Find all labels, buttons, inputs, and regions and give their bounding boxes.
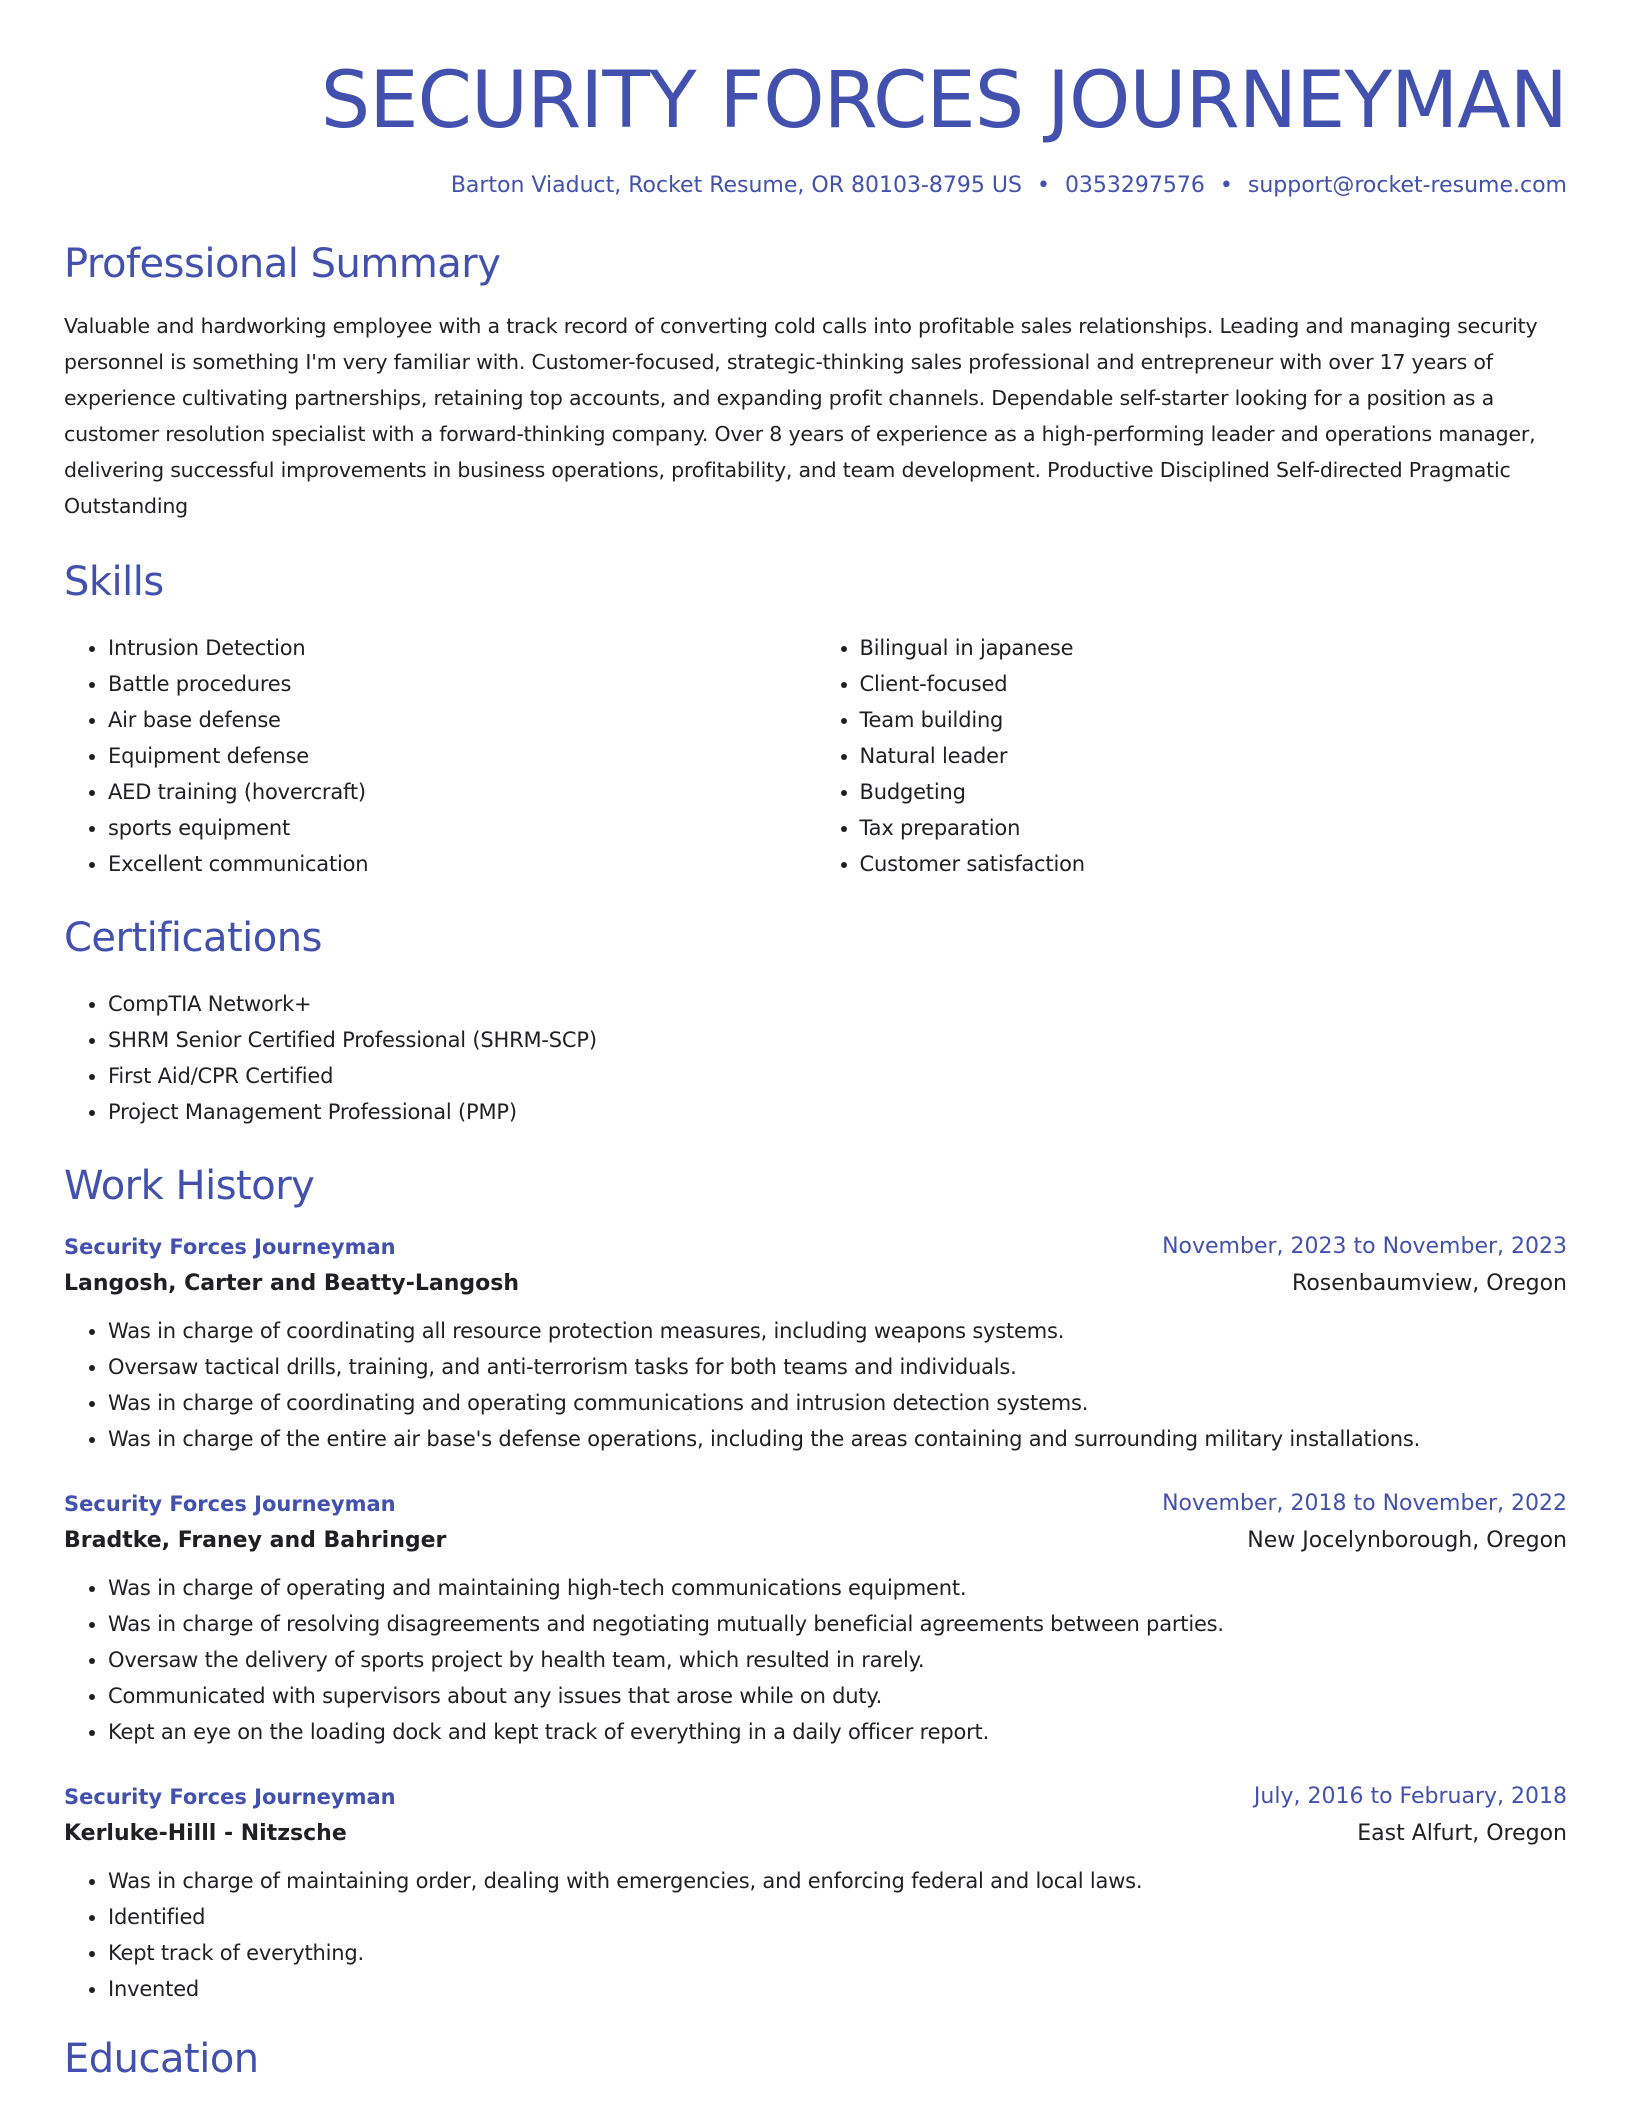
skill-item: • Budgeting (860, 774, 1568, 810)
certification-item: • SHRM Senior Certified Professional (SHRM-SCP) (108, 1022, 1567, 1058)
certifications-list (64, 986, 1567, 1130)
job-bullet: • Kept track of everything. (108, 1935, 1567, 1971)
skill-item: • Customer satisfaction (860, 846, 1568, 882)
job-bullet: • Was in charge of maintaining order, dealing with emergencies, and enforcing federal and local laws. (108, 1863, 1567, 1899)
job-entry (64, 1232, 1567, 1457)
job-entry (64, 1782, 1567, 2007)
skill-item: • Natural leader (860, 738, 1568, 774)
skill-item: • Bilingual in japanese (860, 630, 1568, 666)
job-header-row (64, 1782, 1567, 1812)
job-bullet: • Was in charge of coordinating and operating communications and intrusion detection systems. (108, 1385, 1567, 1421)
job-bullet: • Communicated with supervisors about any issues that arose while on duty. (108, 1678, 1567, 1714)
skill-item: • Excellent communication (108, 846, 816, 882)
job-bullet: • Invented (108, 1971, 1567, 2007)
certification-item: • CompTIA Network+ (108, 986, 1567, 1022)
job-bullet: • Was in charge of the entire air base's defense operations, including the areas containing and surrounding military installations. (108, 1421, 1567, 1457)
skill-item: • AED training (hovercraft) (108, 774, 816, 810)
contact-separator: • (1219, 173, 1233, 198)
contact-separator: • (1036, 173, 1050, 198)
job-title: Security Forces Journeyman (64, 1492, 396, 1516)
job-entry (64, 1489, 1567, 1750)
skills-list-right (816, 630, 1568, 882)
job-dates: November, 2023 to November, 2023 (1162, 1234, 1567, 1259)
job-bullet: • Kept an eye on the loading dock and kept track of everything in a daily officer report. (108, 1714, 1567, 1750)
section-title-summary: Professional Summary (64, 241, 501, 287)
skill-item: • Battle procedures (108, 666, 816, 702)
job-bullet: • Oversaw tactical drills, training, and anti-terrorism tasks for both teams and individuals. (108, 1349, 1567, 1385)
job-bullet: • Was in charge of operating and maintaining high-tech communications equipment. (108, 1570, 1567, 1606)
job-employer-row (64, 1812, 1567, 1851)
job-header-row (64, 1232, 1567, 1262)
section-title-work-history: Work History (64, 1163, 315, 1209)
certification-item: • First Aid/CPR Certified (108, 1058, 1567, 1094)
resume-name: SECURITY FORCES JOURNEYMAN (320, 56, 1567, 146)
job-bullets (64, 1863, 1567, 2007)
skill-item: • Client-focused (860, 666, 1568, 702)
job-employer: Langosh, Carter and Beatty-Langosh (64, 1271, 520, 1296)
job-bullet: • Identified (108, 1899, 1567, 1935)
contact-line (64, 173, 1567, 198)
skill-item: • sports equipment (108, 810, 816, 846)
job-bullets (64, 1570, 1567, 1750)
skills-columns (64, 630, 1567, 882)
job-dates: November, 2018 to November, 2022 (1162, 1491, 1567, 1516)
contact-phone: 0353297576 (1064, 173, 1205, 198)
contact-email[interactable]: support@rocket-resume.com (1247, 173, 1567, 198)
job-location: New Jocelynborough, Oregon (1247, 1528, 1567, 1553)
job-employer-row (64, 1519, 1567, 1558)
summary-text: Valuable and hardworking employee with a track record of converting cold calls into profitable sales relationships. Leading and managing security personnel is something I'm very familiar with. Customer-focused, strategic-thinking sales professional and entrepreneur with over 17 years of experience cultivating partnerships, retaining top accounts, and expanding profit channels. Dependable self-starter looking for a position as a customer resolution specialist with a forward-thinking company. Over 8 years of experience as a high-performing leader and operations manager, delivering successful improvements in business operations, profitability, and team development. Productive Disciplined Self-directed Pragmatic Outstanding (64, 314, 1538, 518)
job-employer: Kerluke-Hilll - Nitzsche (64, 1821, 347, 1846)
job-employer-row (64, 1262, 1567, 1301)
job-title: Security Forces Journeyman (64, 1235, 396, 1259)
section-title-education: Education (64, 2036, 259, 2082)
job-header-row (64, 1489, 1567, 1519)
job-bullet: • Was in charge of coordinating all resource protection measures, including weapons systems. (108, 1313, 1567, 1349)
skill-item: • Intrusion Detection (108, 630, 816, 666)
job-bullets (64, 1313, 1567, 1457)
contact-address: Barton Viaduct, Rocket Resume, OR 80103-8795 US (450, 173, 1022, 198)
job-bullet: • Was in charge of resolving disagreements and negotiating mutually beneficial agreements between parties. (108, 1606, 1567, 1642)
skill-item: • Team building (860, 702, 1568, 738)
job-bullet: • Oversaw the delivery of sports project by health team, which resulted in rarely. (108, 1642, 1567, 1678)
job-title: Security Forces Journeyman (64, 1785, 396, 1809)
skill-item: • Tax preparation (860, 810, 1568, 846)
skill-item: • Air base defense (108, 702, 816, 738)
section-title-skills: Skills (64, 559, 164, 605)
resume-page (64, 0, 1567, 2082)
section-title-certifications: Certifications (64, 915, 322, 961)
skill-item: • Equipment defense (108, 738, 816, 774)
skills-list-left (64, 630, 816, 882)
job-location: East Alfurt, Oregon (1357, 1821, 1567, 1846)
job-location: Rosenbaumview, Oregon (1292, 1271, 1567, 1296)
certification-item: • Project Management Professional (PMP) (108, 1094, 1567, 1130)
job-dates: July, 2016 to February, 2018 (1253, 1784, 1567, 1809)
job-employer: Bradtke, Franey and Bahringer (64, 1528, 447, 1553)
